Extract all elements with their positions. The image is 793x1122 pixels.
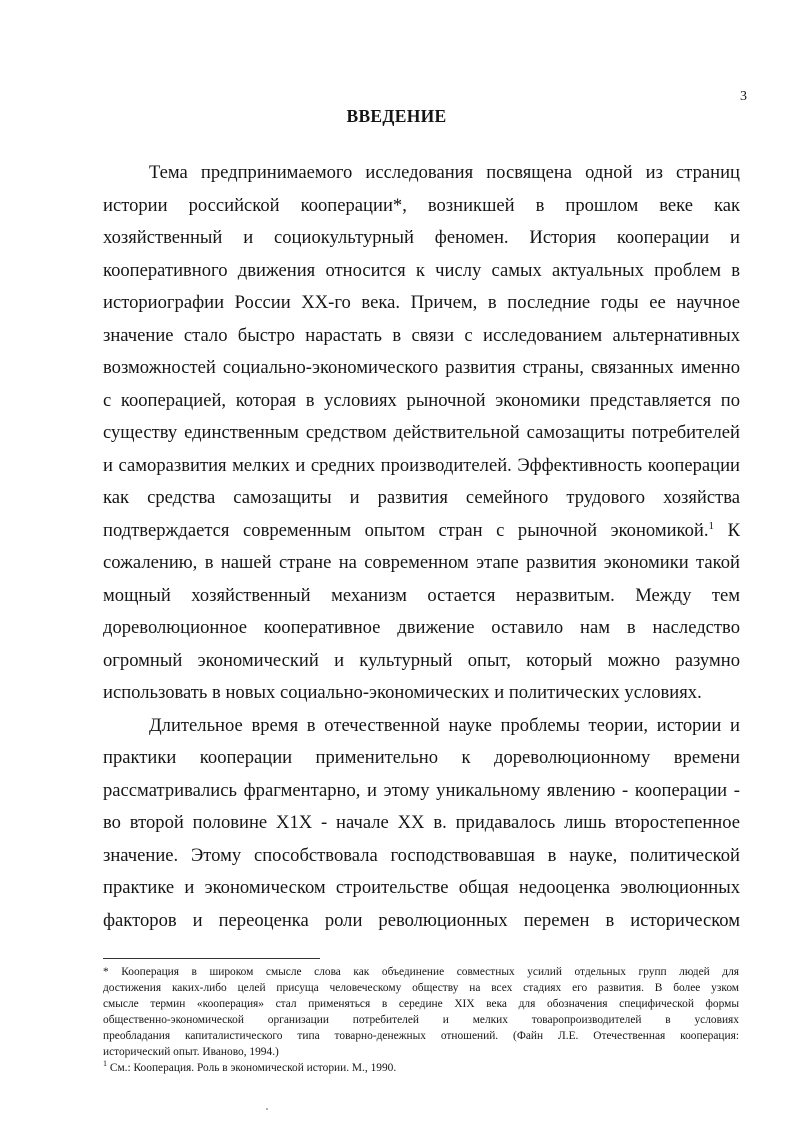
footnote-separator [103,958,320,959]
text-line: Тема предпринимаемого исследования посвящена одной из страниц [149,162,740,183]
text-line: огромный экономический и культурный опыт, который можно разумно [103,649,740,671]
text-line: как средства самозащиты и развития семейного трудового хозяйства [103,487,740,508]
text-line: существу единственным средством действительной самозащиты потребителей [103,422,740,443]
text-line: сожалению, в нашей стране на современном этапе развития экономики такой [103,552,740,573]
text-line: значение. Этому способствовала господствовавшая в науке, политической [103,844,740,866]
text-fragment: К [727,519,740,541]
scan-speck [266,1108,268,1110]
page-number: 3 [740,89,747,104]
text-fragment: подтверждается современным опытом стран с рыночной экономикой. [103,519,709,541]
text-line: мощный хозяйственный механизм остается неразвитым. Между тем [103,584,740,606]
footnote-text: См.: Кооперация. Роль в экономической истории. М., 1990. [109,1062,397,1074]
text-line: и саморазвития мелких и средних производителей. Эффективность кооперации [103,454,740,476]
text-line: хозяйственный и социокультурный феномен. История кооперации и [103,227,740,248]
footnote-line: достижения каких-либо целей присуща человеческому обществу на всех стадиях его развития. В более узком [103,982,739,994]
footnote-line: общественно-экономической организации потребителей и мелких товаропроизводителей в условиях [103,1014,739,1026]
footnote-text: Кооперация в широком смысле слова как объединение совместных усилий отдельных групп людей для [121,966,739,978]
footnote-mark: * [103,966,109,978]
text-line-with-footnote [103,518,740,551]
text-line: практике и экономическом строительстве общая недооценка эволюционных [103,877,740,898]
footnote-reference: 1 [708,519,715,532]
text-line: историографии России ХХ-го века. Причем, в последние годы ее научное [103,292,740,313]
text-line: значение стало быстро нарастать в связи с исследованием альтернативных [103,324,740,346]
footnotes [103,964,739,1076]
text-line: истории российской кооперации*, возникшей в прошлом веке как [103,194,740,216]
footnote-mark: 1 [103,1059,107,1069]
footnote-line: смысле термин «кооперация» стал применяться в середине XIX века для обозначения специфической формы [103,998,739,1010]
text-line: возможностей социально-экономического развития страны, связанных именно [103,357,740,378]
footnote-line [103,964,739,980]
body-text [103,160,740,940]
text-line: практики кооперации применительно к дореволюционному времени [103,747,740,768]
text-line: Длительное время в отечественной науке проблемы теории, истории и [149,714,740,736]
text-line: рассматривались фрагментарно, и этому уникальному явлению - кооперации - [103,779,740,801]
text-line: с кооперацией, которая в условиях рыночной экономики представляется по [103,389,740,411]
footnote-line [103,1060,739,1076]
footnote-line: исторический опыт. Иваново, 1994.) [103,1046,279,1058]
page-title: ВВЕДЕНИЕ [346,106,447,126]
footnote-line: преобладания капиталистического типа товарно-денежных отношений. (Файн Л.Е. Отечественная кооперация: [103,1030,739,1042]
text-line: использовать в новых социально-экономических и политических условиях. [103,682,702,703]
text-line: дореволюционное кооперативное движение оставило нам в наследство [103,617,740,638]
text-line: во второй половине Х1Х - начале ХХ в. придавалось лишь второстепенное [103,812,740,833]
text-line: кооперативного движения относится к числу самых актуальных проблем в [103,259,740,281]
text-line: факторов и переоценка роли революционных перемен в историческом [103,909,740,931]
